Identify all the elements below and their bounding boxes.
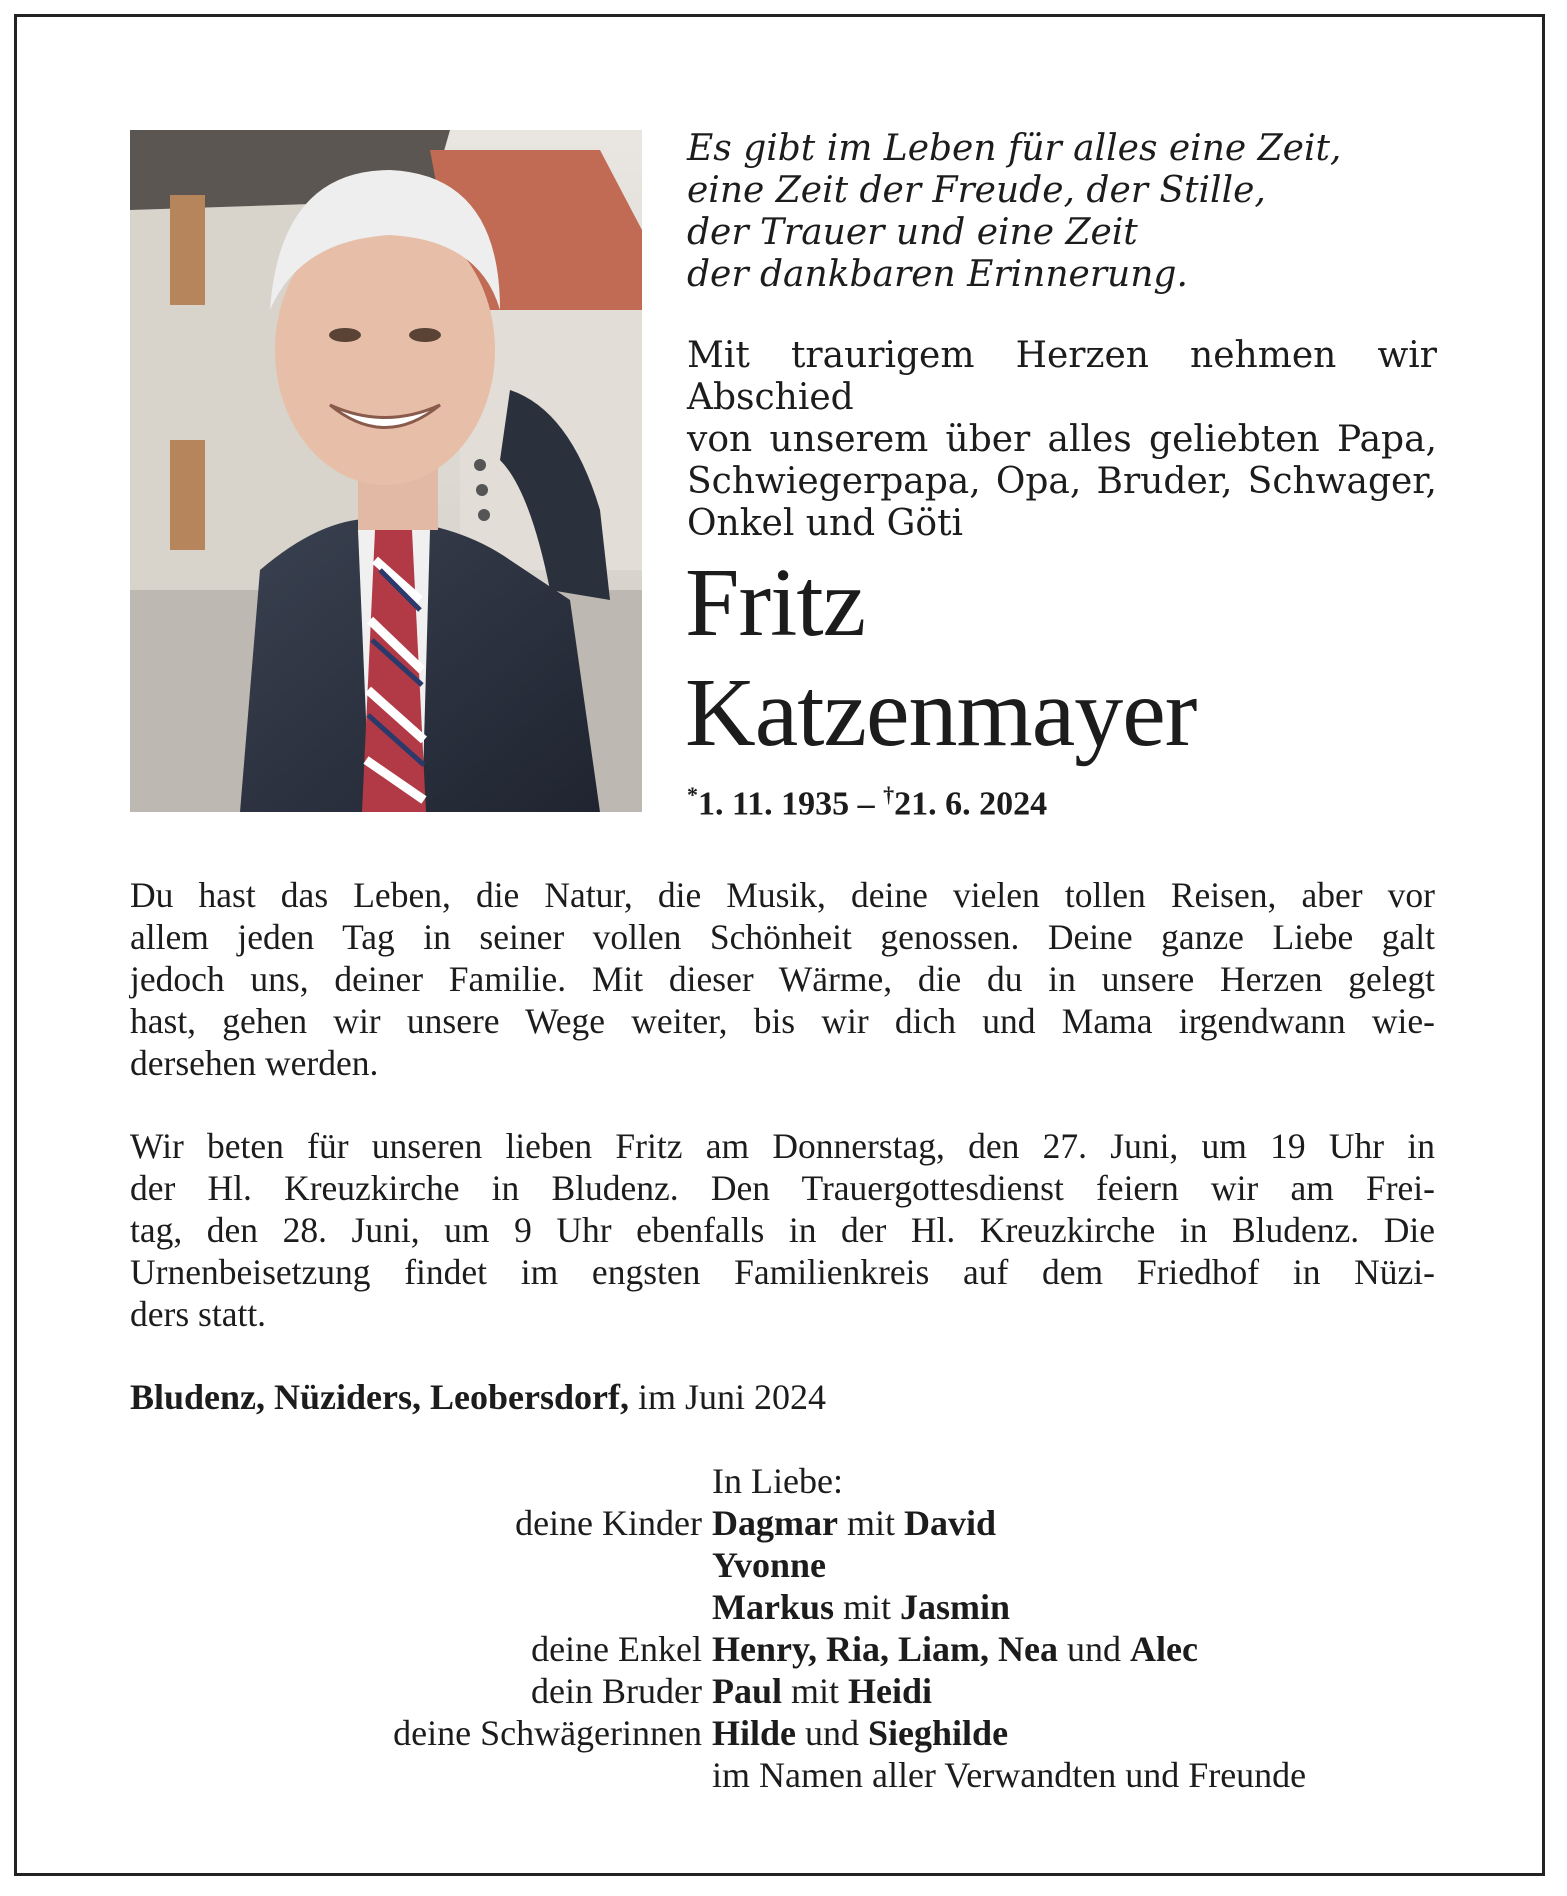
- connector: mit: [834, 1587, 901, 1627]
- date-separator: –: [849, 785, 884, 823]
- child-name: Markus: [712, 1587, 835, 1627]
- intro-line: von unserem über alles geliebten Papa,: [687, 419, 1437, 460]
- in-love-label: In Liebe:: [712, 1461, 843, 1501]
- grandchild-name: Alec: [1129, 1629, 1198, 1669]
- place-date: [130, 1376, 826, 1418]
- place-towns: Bludenz, Nüziders, Leobersdorf,: [130, 1377, 629, 1417]
- family-row: [130, 1502, 1450, 1544]
- partner-name: Jasmin: [900, 1587, 1011, 1627]
- birth-symbol: *: [687, 782, 698, 807]
- life-dates: [687, 782, 1047, 823]
- paragraph-line: tag, den 28. Juni, um 9 Uhr ebenfalls in der Hl. Kreuzkirche in Bludenz. Die: [130, 1210, 1435, 1250]
- sister-in-law-name: Sieghilde: [868, 1713, 1009, 1753]
- connector: und: [1057, 1629, 1130, 1669]
- family-row: [130, 1712, 1450, 1754]
- intro-line: Onkel und Göti: [687, 503, 964, 544]
- family-row: [130, 1670, 1450, 1712]
- death-date: 21. 6. 2024: [894, 785, 1048, 823]
- paragraph-line: hast, gehen wir unsere Wege weiter, bis wir dich und Mama irgendwann wie-: [130, 1001, 1435, 1041]
- family-row: [130, 1586, 1450, 1628]
- poem: [687, 128, 1447, 296]
- family-row: [130, 1544, 1450, 1586]
- connector: mit: [837, 1503, 904, 1543]
- portrait-photo: [130, 130, 642, 812]
- poem-line: Es gibt im Leben für alles eine Zeit,: [687, 128, 1342, 169]
- intro-line: Schwiegerpapa, Opa, Bruder, Schwager,: [687, 461, 1437, 502]
- connector: und: [796, 1713, 869, 1753]
- tribute-paragraph: [130, 874, 1435, 1084]
- deceased-name: [685, 548, 1196, 768]
- child-name: Dagmar: [712, 1503, 838, 1543]
- intro-line: Mit traurigem Herzen nehmen wir Abschied: [687, 335, 1437, 418]
- family-signatures: [130, 1460, 1450, 1796]
- grandchildren-names: Henry, Ria, Liam, Nea: [712, 1629, 1058, 1669]
- family-row: [130, 1628, 1450, 1670]
- paragraph-line: jedoch uns, deiner Familie. Mit dieser Wärme, die du in unsere Herzen gelegt: [130, 959, 1435, 999]
- family-row: [130, 1754, 1450, 1796]
- paragraph-line: Du hast das Leben, die Natur, die Musik, deine vielen tollen Reisen, aber vor: [130, 875, 1435, 915]
- children-role: deine Kinder: [515, 1503, 702, 1543]
- last-name: Katzenmayer: [685, 659, 1197, 767]
- partner-name: Heidi: [848, 1671, 933, 1711]
- paragraph-line: allem jeden Tag in seiner vollen Schönheit genossen. Deine ganze Liebe galt: [130, 917, 1435, 957]
- paragraph-line: ders statt.: [130, 1294, 267, 1334]
- death-symbol: †: [883, 782, 895, 807]
- paragraph-line: dersehen werden.: [130, 1043, 379, 1083]
- first-name: Fritz: [685, 549, 866, 657]
- closing-line: im Namen aller Verwandten und Freunde: [712, 1755, 1307, 1795]
- paragraph-line: Urnenbeisetzung findet im engsten Familienkreis auf dem Friedhof in Nüzi-: [130, 1252, 1435, 1292]
- paragraph-line: der Hl. Kreuzkirche in Bludenz. Den Trauergottesdienst feiern wir am Frei-: [130, 1168, 1435, 1208]
- poem-line: der Trauer und eine Zeit: [687, 212, 1138, 253]
- sisters-in-law-role: deine Schwägerinnen: [393, 1713, 702, 1753]
- paragraph-line: Wir beten für unseren lieben Fritz am Donnerstag, den 27. Juni, um 19 Uhr in: [130, 1126, 1435, 1166]
- partner-name: David: [903, 1503, 997, 1543]
- poem-line: der dankbaren Erinnerung.: [687, 254, 1188, 295]
- farewell-intro: [687, 335, 1437, 545]
- sister-in-law-name: Hilde: [712, 1713, 797, 1753]
- poem-line: eine Zeit der Freude, der Stille,: [687, 170, 1266, 211]
- brother-name: Paul: [712, 1671, 783, 1711]
- child-name: Yvonne: [712, 1545, 827, 1585]
- place-month: im Juni 2024: [629, 1377, 827, 1417]
- birth-date: 1. 11. 1935: [698, 785, 850, 823]
- grandchildren-role: deine Enkel: [531, 1629, 702, 1669]
- family-row: [130, 1460, 1450, 1502]
- connector: mit: [782, 1671, 849, 1711]
- brother-role: dein Bruder: [531, 1671, 702, 1711]
- service-paragraph: [130, 1125, 1435, 1335]
